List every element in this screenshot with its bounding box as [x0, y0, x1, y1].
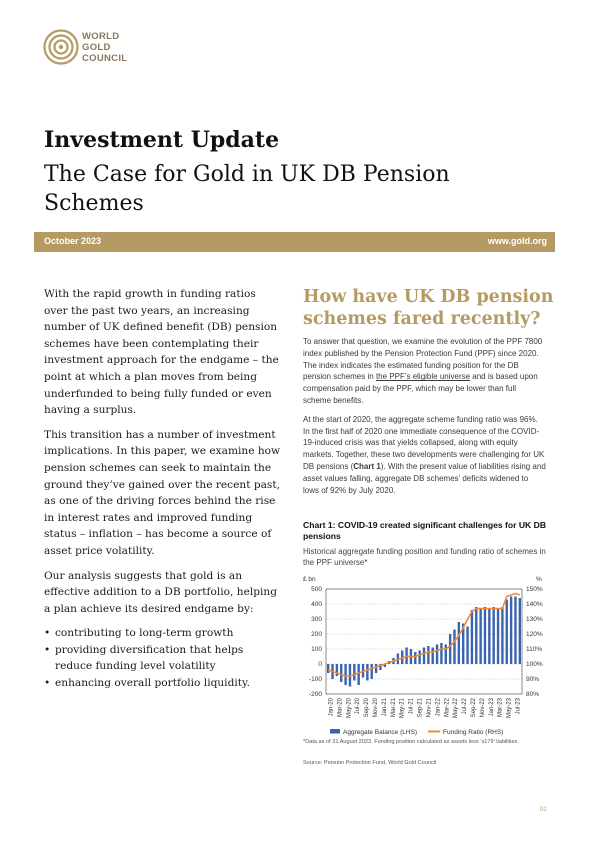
bar — [327, 664, 329, 673]
section-body — [303, 336, 546, 503]
left-tick-label: 300 — [311, 616, 322, 624]
x-tick-label: Jul-21 — [408, 698, 415, 715]
list-item: • contributing to long-term growth — [44, 625, 282, 642]
legend-swatch-balance — [330, 729, 340, 734]
bar — [488, 609, 490, 665]
left-tick-label: 100 — [311, 646, 322, 654]
bar — [466, 627, 468, 665]
implications-paragraph: This transition has a number of investment implications. In this paper, we examine how pension schemes can seek to maintain the ground they’ve gained over the recent past, as one of the driving forces behind the rise in interest rates and improved funding status – inflation – has become a source of asset price volatility. — [44, 428, 281, 557]
bar — [357, 664, 359, 685]
x-tick-label: May-20 — [346, 698, 353, 719]
right-tick-label: 130% — [526, 616, 543, 624]
intro-paragraph: With the rapid growth in funding ratios over the past two years, an increasing number of UK defined benefit (DB) pension schemes have been contemplating their investment approach for the endgame – the point at which a plan moves from being underfunded to being fully funded or even having a surplus. — [44, 288, 279, 417]
x-tick-label: Jul-22 — [462, 698, 469, 715]
left-tick-label: 0 — [318, 661, 322, 669]
bar — [427, 646, 429, 664]
body-paragraph: At the start of 2020, the aggregate scheme funding ratio was 96%. In the first half of 2020 one immediate consequence of the COVID-19-induced crisis was that yields collapsed, along with equity markets. Together, these two developments were challenging for UK DB pensions (Chart 1). With the present value of liabilities rising and asset values falling, aggregate DB schemes’ deficits widened to lows of 92% by July 2020. — [303, 414, 546, 495]
x-tick-label: May-22 — [453, 698, 460, 719]
chart-source: Source: Pension Protection Fund, World Gold Council — [303, 760, 437, 766]
bar — [414, 652, 416, 664]
chart-subtitle: Historical aggregate funding position and funding ratio of schemes in the PPF universe* — [303, 547, 546, 567]
section-heading: How have UK DB pension schemes fared recently? — [303, 287, 554, 329]
website-link[interactable]: www.gold.org — [487, 236, 547, 246]
bar — [479, 609, 481, 665]
bar — [458, 622, 460, 664]
right-tick-label: 100% — [526, 661, 543, 669]
x-tick-label: Sep-21 — [417, 698, 424, 718]
bar — [449, 634, 451, 664]
bar — [514, 597, 516, 665]
left-tick-label: -200 — [308, 691, 322, 699]
bar — [353, 664, 355, 681]
x-tick-label: Nov-22 — [479, 698, 486, 718]
right-tick-label: 80% — [526, 691, 540, 699]
funding-chart — [300, 570, 556, 738]
bar — [484, 607, 486, 664]
left-tick-label: 200 — [311, 631, 322, 639]
x-tick-label: Nov-20 — [373, 698, 379, 718]
right-axis-unit: % — [536, 576, 542, 583]
x-tick-label: Jul-23 — [515, 698, 522, 715]
x-tick-label: Jan-23 — [488, 698, 495, 717]
bar — [475, 607, 477, 664]
bar — [423, 648, 425, 665]
x-tick-label: Mar-21 — [390, 698, 397, 718]
x-tick-label: Sep-22 — [471, 698, 477, 718]
intro-column — [44, 286, 282, 692]
ppf-universe-link[interactable]: the PPF’s eligible universe — [375, 372, 471, 382]
list-item: • enhancing overall portfolio liquidity. — [44, 675, 282, 692]
left-axis-unit: £ bn — [303, 576, 316, 583]
legend-label-ratio: Funding Ratio (RHS) — [443, 729, 504, 736]
x-tick-label: Mar-22 — [444, 698, 451, 718]
bar — [371, 664, 373, 679]
chart-title: Chart 1: COVID-19 created significant challenges for UK DB pensions — [303, 520, 547, 541]
right-tick-label: 110% — [526, 646, 543, 654]
x-tick-label: May-23 — [506, 698, 513, 719]
legend-label-balance: Aggregate Balance (LHS) — [343, 729, 418, 736]
analysis-paragraph: Our analysis suggests that gold is an effective addition to a DB portfolio, helping a plan achieve its desired endgame by: — [44, 569, 278, 615]
bar — [344, 664, 346, 685]
bar — [471, 610, 473, 664]
bar — [506, 600, 508, 665]
bar — [510, 597, 512, 665]
bar — [440, 643, 442, 664]
bar — [375, 664, 377, 673]
page-number: 01 — [540, 807, 547, 813]
logo-icon — [42, 28, 80, 66]
x-tick-label: Nov-21 — [426, 698, 433, 718]
right-tick-label: 120% — [526, 631, 543, 639]
right-tick-label: 150% — [526, 586, 543, 594]
bar — [340, 664, 342, 682]
body-paragraph: To answer that question, we examine the evolution of the PPF 7800 index published by the Pension Protection Fund (PPF) since 2020. The index indicates the estimated funding position for the DB pension schemes in the PPF’s eligible universe and is based upon compensation paid by the PPF, which may be lower than full scheme benefits. — [303, 337, 543, 405]
publication-date: October 2023 — [44, 236, 102, 246]
x-tick-label: May-21 — [399, 698, 406, 719]
x-tick-label: Jul-20 — [355, 698, 362, 715]
x-tick-label: Mar-23 — [497, 698, 504, 718]
x-tick-label: Jan-21 — [381, 698, 388, 717]
document-subtitle: The Case for Gold in UK DB Pension Schemes — [44, 162, 450, 216]
bar — [366, 664, 368, 681]
x-tick-label: Sep-20 — [364, 698, 371, 718]
bar — [436, 645, 438, 665]
bar — [501, 607, 503, 664]
bar — [432, 648, 434, 665]
x-tick-label: Jan-20 — [328, 698, 335, 717]
bar — [519, 598, 521, 664]
chart-footnote: *Data as of 31 August 2023. Funding position calculated as assets less ‘s179’ liabilities. — [303, 739, 519, 745]
chart-reference: Chart 1 — [353, 461, 381, 471]
right-tick-label: 140% — [526, 601, 543, 609]
left-tick-label: 400 — [311, 601, 322, 609]
bar — [497, 609, 499, 665]
date-banner — [34, 232, 555, 252]
benefits-list — [44, 625, 282, 691]
bar — [492, 607, 494, 664]
bar — [336, 664, 338, 676]
left-tick-label: -100 — [308, 676, 322, 684]
document-title: Investment Update — [44, 127, 280, 153]
right-tick-label: 90% — [526, 676, 540, 684]
x-tick-label: Mar-20 — [337, 698, 344, 718]
list-item: • providing diversification that helps reduce funding level volatility — [44, 642, 282, 675]
logo-wordmark: WORLD GOLD COUNCIL — [82, 31, 128, 64]
x-tick-label: Jan-22 — [435, 698, 442, 717]
bar — [445, 645, 447, 665]
left-tick-label: 500 — [311, 586, 322, 594]
bar — [453, 630, 455, 665]
bar — [418, 651, 420, 665]
